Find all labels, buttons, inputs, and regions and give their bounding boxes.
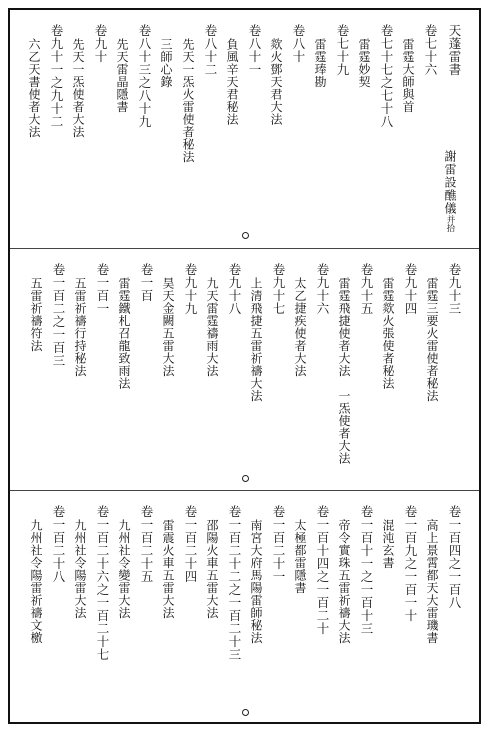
volume-heading: 卷一百二十二之一百二十三	[227, 505, 242, 661]
volume-heading: 卷一百四之一百八	[447, 505, 462, 609]
side-title	[443, 150, 457, 232]
volume-heading: 卷九十五	[359, 263, 374, 315]
volume-entry: 九州社令陽雷祈禱文檄	[29, 519, 43, 644]
section-2	[10, 249, 479, 489]
volume-heading: 卷七十六	[423, 24, 438, 76]
section-3	[10, 491, 479, 724]
volume-entry: 帝令實珠五雷祈禱大法	[337, 519, 351, 644]
title-column: 天蓬雷書	[447, 24, 462, 76]
page-frame	[8, 8, 481, 724]
volume-heading: 卷九十	[93, 24, 108, 63]
volume-heading: 卷一百二十八	[51, 505, 66, 583]
register-mark	[242, 232, 249, 239]
volume-heading: 卷九十九	[183, 263, 198, 315]
volume-heading: 卷一百十四之一百二十	[315, 505, 330, 635]
volume-entry: 雷霆琫勘	[313, 38, 327, 88]
volume-entry: 昊天金闕五雷大法	[161, 277, 175, 377]
volume-heading: 卷八十三之八十九	[137, 24, 152, 128]
volume-heading: 卷一百二之一百三	[51, 263, 66, 367]
volume-entry: 上清飛捷五雷祈禱大法	[249, 277, 263, 402]
volume-heading: 卷九十四	[403, 263, 418, 315]
volume-heading: 卷八十一	[247, 24, 262, 76]
volume-entry: 雷霆鐵札召龍致雨法	[117, 277, 131, 390]
volume-heading: 卷一百二十四	[183, 505, 198, 583]
volume-entry: 五雷祈禱行持秘法	[73, 277, 87, 377]
volume-entry: 雷霆三要火雷使者秘法	[425, 277, 439, 402]
volume-heading: 卷七十七之七十八	[379, 24, 394, 128]
volume-entry: 太乙捷疾使者大法	[293, 277, 307, 377]
volume-entry: 欻火鄧天君大法	[269, 38, 283, 126]
volume-entry: 負風辛天君秘法	[225, 38, 239, 126]
volume-heading: 卷九十七	[271, 263, 286, 315]
volume-entry: 太極都雷隱書	[293, 519, 307, 594]
register-mark	[242, 709, 249, 716]
volume-heading: 卷九十六	[315, 263, 330, 315]
volume-entry: 雷霆欻火張使者秘法	[381, 277, 395, 390]
volume-entry: 先天一炁火雷使者秘法	[181, 38, 195, 163]
volume-heading: 卷九十八	[227, 263, 242, 315]
volume-heading: 卷九十三	[447, 263, 462, 315]
volume-heading: 卷八十二	[203, 24, 218, 76]
volume-heading: 卷八十	[291, 24, 306, 63]
register-mark	[242, 475, 249, 482]
volume-entry: 五雷祈禱符法	[29, 277, 43, 352]
volume-entry: 六乙天書使者大法	[27, 38, 41, 138]
volume-entry: 高上景霄都天大雷璣書	[425, 519, 439, 644]
side-note: 并拾	[445, 215, 455, 232]
volume-entry: 九天雷霆禱雨大法	[205, 277, 219, 377]
volume-entry: 雷霆妙契	[357, 38, 371, 88]
volume-heading: 卷一百二十六之一百二十七	[95, 505, 110, 661]
volume-entry: 混沌玄書	[381, 519, 395, 569]
volume-heading: 卷一百一	[95, 263, 110, 315]
volume-entry: 雷霆飛捷使者大法 一炁使者大法	[337, 277, 351, 465]
section-1	[10, 10, 479, 248]
volume-heading: 卷七十九	[335, 24, 350, 76]
volume-heading: 卷一百	[139, 263, 154, 302]
volume-entry: 南宮大府馬陽雷師秘法	[249, 519, 263, 644]
volume-entry: 三師心錄	[159, 38, 173, 88]
volume-heading: 卷一百十一之一百十三	[359, 505, 374, 635]
volume-heading: 卷一百二十一	[271, 505, 286, 583]
volume-heading: 卷一百二十五	[139, 505, 154, 583]
side-title-text: 謝雷設醮儀	[443, 150, 457, 215]
volume-entry: 邵陽火車五雷大法	[205, 519, 219, 619]
volume-entry: 九州社令變雷大法	[117, 519, 131, 619]
volume-entry: 九州社令陽雷大法	[73, 519, 87, 619]
volume-entry: 雷震火車五雷大法	[161, 519, 175, 619]
volume-entry: 先天一炁使者大法	[71, 38, 85, 138]
volume-heading: 卷九十一之九十二	[49, 24, 64, 128]
volume-entry: 雷霆大師與首	[401, 38, 415, 113]
volume-entry: 先天雷晶隱書	[115, 38, 129, 113]
volume-heading: 卷一百九之一百一十	[403, 505, 418, 622]
